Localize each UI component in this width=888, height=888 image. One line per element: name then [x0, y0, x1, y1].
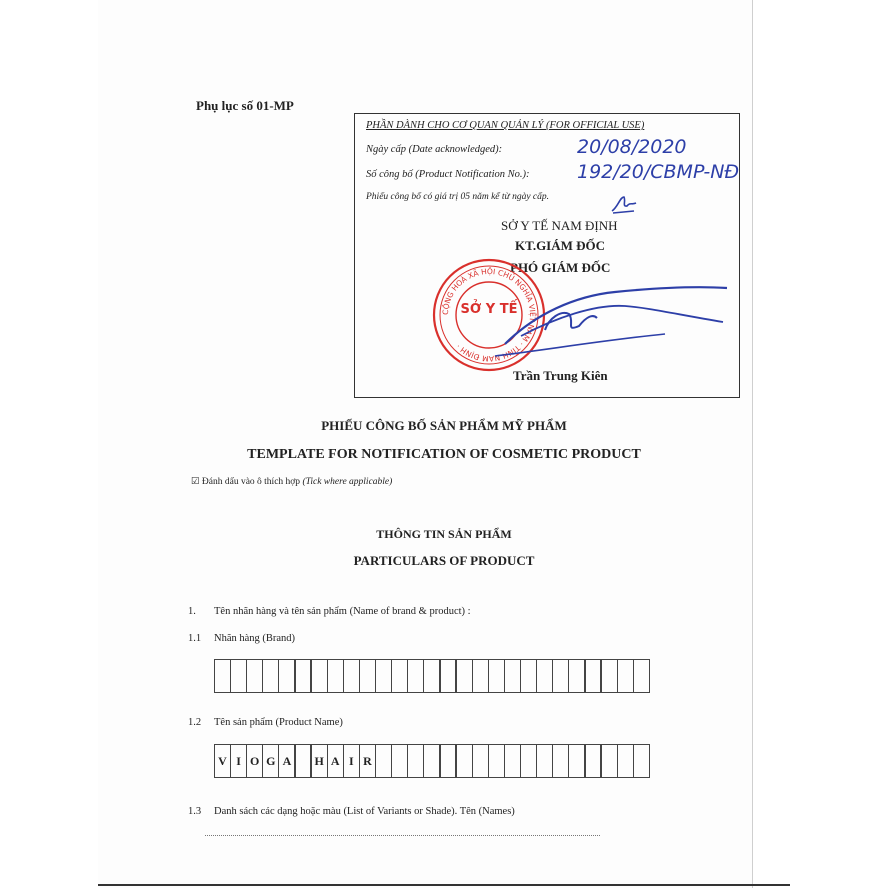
- tick-note: [191, 476, 392, 487]
- form-title-en: TEMPLATE FOR NOTIFICATION OF COSMETIC PRODUCT: [247, 447, 641, 462]
- brand_cells-cell[interactable]: [214, 659, 231, 693]
- item-1-label: Tên nhãn hàng và tên sản phẩm (Name of brand & product) :: [214, 606, 471, 617]
- brand_cells-cell[interactable]: [359, 659, 376, 693]
- form-title-vi: PHIẾU CÔNG BỐ SẢN PHẨM MỸ PHẨM: [321, 418, 567, 433]
- product-name-input-grid[interactable]: [215, 744, 650, 778]
- brand_cells-cell[interactable]: [327, 659, 344, 693]
- date-acknowledged-value: 20/08/2020: [577, 136, 687, 158]
- product_cells-cell[interactable]: A: [327, 744, 344, 778]
- brand_cells-cell[interactable]: [584, 659, 601, 693]
- product_cells-cell[interactable]: [504, 744, 521, 778]
- checkbox-icon: ☑: [191, 477, 200, 487]
- item-1-2-label: Tên sản phẩm (Product Name): [214, 717, 343, 728]
- position-vice-director: PHÓ GIÁM ĐỐC: [510, 260, 611, 275]
- brand_cells-cell[interactable]: [633, 659, 650, 693]
- product_cells-cell[interactable]: [600, 744, 617, 778]
- section-heading-vi: THÔNG TIN SẢN PHẨM: [376, 527, 512, 541]
- director-signature: [465, 274, 735, 369]
- product_cells-cell[interactable]: [633, 744, 650, 778]
- product_cells-cell[interactable]: R: [359, 744, 376, 778]
- brand_cells-cell[interactable]: [230, 659, 247, 693]
- item-1-number: 1.: [188, 606, 196, 617]
- product_cells-cell[interactable]: [455, 744, 472, 778]
- item-1-1-label: Nhãn hàng (Brand): [214, 633, 296, 644]
- date-acknowledged-label: Ngày cấp (Date acknowledged):: [366, 144, 503, 155]
- product_cells-cell[interactable]: [488, 744, 505, 778]
- product_cells-cell[interactable]: [584, 744, 601, 778]
- brand_cells-cell[interactable]: [488, 659, 505, 693]
- validity-note: Phiếu công bố có giá trị 05 năm kể từ ngày cấp.: [366, 192, 550, 202]
- product_cells-cell[interactable]: [423, 744, 440, 778]
- product_cells-cell[interactable]: [294, 744, 311, 778]
- product_cells-cell[interactable]: [536, 744, 553, 778]
- brand_cells-cell[interactable]: [504, 659, 521, 693]
- product_cells-cell[interactable]: [520, 744, 537, 778]
- brand_cells-cell[interactable]: [407, 659, 424, 693]
- variants-fill-line[interactable]: [205, 835, 600, 836]
- brand_cells-cell[interactable]: [246, 659, 263, 693]
- product_cells-cell[interactable]: [472, 744, 489, 778]
- initials-signature: [610, 193, 638, 215]
- signer-name: Trần Trung Kiên: [513, 368, 608, 383]
- tick-note-italic: (Tick where applicable): [302, 477, 393, 487]
- stamp-center-text: SỞ Y TẾ: [460, 302, 518, 317]
- brand_cells-cell[interactable]: [552, 659, 569, 693]
- brand_cells-cell[interactable]: [568, 659, 585, 693]
- brand_cells-cell[interactable]: [617, 659, 634, 693]
- brand_cells-cell[interactable]: [391, 659, 408, 693]
- page-edge: [752, 0, 753, 888]
- product_cells-cell[interactable]: [552, 744, 569, 778]
- item-1-2-number: 1.2: [188, 717, 202, 728]
- product_cells-cell[interactable]: [617, 744, 634, 778]
- official-use-box: [354, 113, 740, 398]
- brand_cells-cell[interactable]: [455, 659, 472, 693]
- product_cells-cell[interactable]: I: [230, 744, 247, 778]
- brand_cells-cell[interactable]: [520, 659, 537, 693]
- brand_cells-cell[interactable]: [423, 659, 440, 693]
- product_cells-cell[interactable]: [375, 744, 392, 778]
- item-1-3-label: Danh sách các dạng hoặc màu (List of Variants or Shade). Tên (Names): [214, 806, 515, 817]
- brand_cells-cell[interactable]: [343, 659, 360, 693]
- appendix-label: Phụ lục số 01-MP: [196, 98, 294, 113]
- brand_cells-cell[interactable]: [278, 659, 295, 693]
- stamp-ring-text: CỘNG HOÀ XÃ HỘI CHỦ NGHĨA VIỆT NAM · TỈNH NAM ĐỊNH ·: [440, 266, 538, 364]
- brand_cells-cell[interactable]: [536, 659, 553, 693]
- section-heading-en: PARTICULARS OF PRODUCT: [353, 553, 535, 568]
- product_cells-cell[interactable]: [439, 744, 456, 778]
- product_cells-cell[interactable]: A: [278, 744, 295, 778]
- brand_cells-cell[interactable]: [294, 659, 311, 693]
- official-use-heading: PHẦN DÀNH CHO CƠ QUAN QUẢN LÝ (FOR OFFICIAL USE): [366, 120, 645, 131]
- tick-note-text: Đánh dấu vào ô thích hợp: [201, 477, 301, 487]
- product_cells-cell[interactable]: V: [214, 744, 231, 778]
- product_cells-cell[interactable]: [568, 744, 585, 778]
- product_cells-cell[interactable]: G: [262, 744, 279, 778]
- product_cells-cell[interactable]: O: [246, 744, 263, 778]
- brand_cells-cell[interactable]: [439, 659, 456, 693]
- authority-name: SỞ Y TẾ NAM ĐỊNH: [501, 218, 618, 233]
- product_cells-cell[interactable]: [407, 744, 424, 778]
- product_cells-cell[interactable]: [391, 744, 408, 778]
- brand_cells-cell[interactable]: [262, 659, 279, 693]
- page-bottom-edge: [98, 884, 790, 886]
- item-1-3-number: 1.3: [188, 806, 202, 817]
- notification-number-value: 192/20/CBMP-NĐ: [577, 161, 740, 183]
- brand-input-grid[interactable]: [215, 659, 650, 693]
- product_cells-cell[interactable]: I: [343, 744, 360, 778]
- brand_cells-cell[interactable]: [600, 659, 617, 693]
- brand_cells-cell[interactable]: [310, 659, 327, 693]
- position-deputy: KT.GIÁM ĐỐC: [515, 238, 606, 253]
- product_cells-cell[interactable]: H: [310, 744, 327, 778]
- item-1-1-number: 1.1: [188, 633, 202, 644]
- notification-number-label: Số công bố (Product Notification No.):: [366, 169, 530, 180]
- brand_cells-cell[interactable]: [472, 659, 489, 693]
- brand_cells-cell[interactable]: [375, 659, 392, 693]
